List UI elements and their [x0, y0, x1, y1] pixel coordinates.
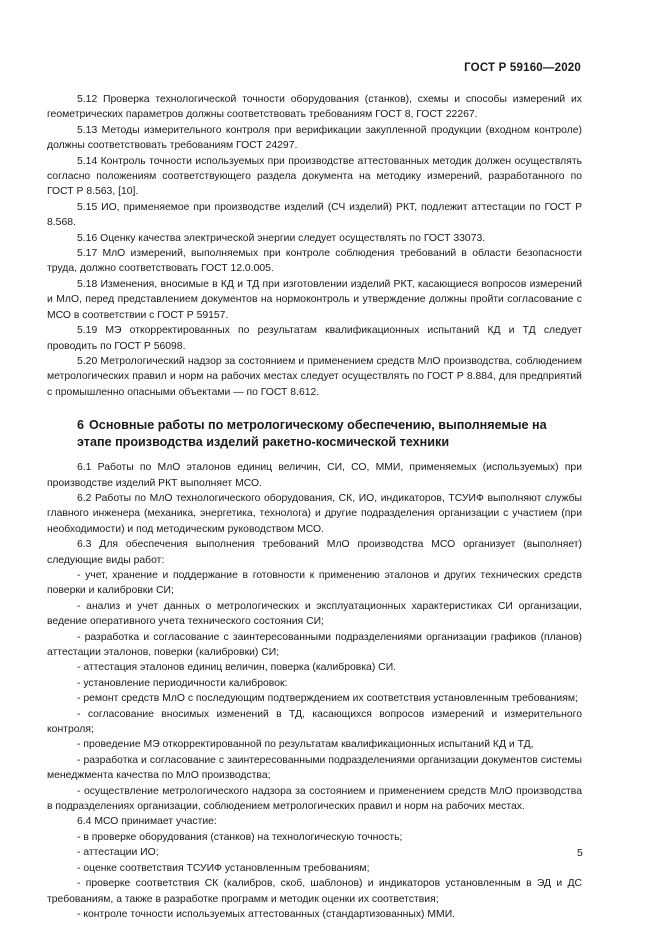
clause-5-16: 5.16 Оценку качества электрической энергии следует осуществлять по ГОСТ 33073. [77, 232, 486, 244]
clause-5-13: 5.13 Методы измерительного контроля при верификации закупленной продукции (входном контроле) должны соответствовать требованиям ГОСТ 24297. [47, 124, 582, 152]
section-6-items [47, 460, 582, 922]
page-number: 5 [577, 848, 583, 859]
clause-5-14: 5.14 Контроль точности используемых при производстве аттестованных методик должен осуществлять согласно положениям соответствующего раздела документа на методику измерений, разработанного по ГОСТ Р 8.563, [10]. [47, 155, 582, 198]
document-code: ГОСТ Р 59160—2020 [464, 62, 581, 74]
list-item: - оценке соответствия ТСУИФ установленным требованиям; [77, 862, 370, 874]
list-item: - осуществление метрологического надзора за состоянием и применением средств МлО производства в подразделениях организации, соблюдением метрологических правил и норм на рабочих местах. [47, 785, 582, 813]
clause-5-15: 5.15 ИО, применяемое при производстве изделий (СЧ изделий) РКТ, подлежит аттестации по ГОСТ Р 8.568. [47, 201, 582, 229]
section-5-items [47, 92, 582, 400]
list-item: - аттестация эталонов единиц величин, поверка (калибровка) СИ. [77, 662, 397, 674]
list-item: - контроле точности используемых аттестованных (стандартизованных) ММИ. [77, 908, 456, 920]
list-item: - в проверке оборудования (станков) на технологическую точность; [77, 831, 403, 843]
section-6-title: Основные работы по метрологическому обеспечению, выполняемые на этапе производства изделий ракетно-космической техники [77, 418, 547, 449]
list-item: - согласование вносимых изменений в ТД, касающихся вопросов измерений и измерительного контроля; [47, 708, 582, 736]
clause-6-4: 6.4 МСО принимает участие: [77, 816, 217, 828]
list-item: - проверке соответствия СК (калибров, скоб, шаблонов) и индикаторов установленным в ЭД и ДС требованиям, а также в разработке программ и методик оценки их соответствия; [47, 878, 582, 905]
section-6-heading [47, 417, 582, 450]
list-item: - учет, хранение и поддержание в готовности к применению эталонов и других технических средств поверки и калибровки СИ; [47, 569, 582, 597]
clause-5-12: 5.12 Проверка технологической точности оборудования (станков), схемы и способы измерений их геометрических параметров должны соответствовать требованиям ГОСТ 8, ГОСТ 22267. [47, 94, 582, 121]
list-item: - установление периодичности калибровок: [77, 677, 288, 689]
list-item: - аттестации ИО; [77, 847, 159, 859]
document-body [47, 92, 582, 922]
clause-5-18: 5.18 Изменения, вносимые в КД и ТД при изготовлении изделий РКТ, касающиеся вопросов измерений и МлО, перед представлением документов на нормоконтроль и утверждение должны пройти согласование с МСО в соответствии с ГОСТ Р 59157. [47, 278, 582, 321]
clause-5-17: 5.17 МлО измерений, выполняемых при контроле соблюдения требований в области безопасности труда, должно соответствовать ГОСТ 12.0.005. [47, 248, 582, 275]
list-item: - разработка и согласование с заинтересованными подразделениями организации документов системы менеджмента качества по МлО производства; [47, 754, 582, 782]
clause-5-20: 5.20 Метрологический надзор за состоянием и применением средств МлО производства, соблюдением метрологических правил и норм на рабочих местах следует осуществлять по ГОСТ Р 8.884, для предприятий с промышленно опасными объектами — по ГОСТ 8.612. [47, 355, 582, 398]
clause-6-3: 6.3 Для обеспечения выполнения требований МлО производства МСО организует (выполняет) следующие виды работ: [47, 539, 582, 566]
list-item: - анализ и учет данных о метрологических и эксплуатационных характеристиках СИ организации, ведение оперативного учета технического состояния СИ; [47, 600, 582, 628]
list-item: - проведение МЭ откорректированной по результатам квалификационных испытаний КД и ТД, [77, 739, 534, 751]
section-6-number: 6 [77, 418, 85, 433]
clause-6-1: 6.1 Работы по МлО эталонов единиц величин, СИ, СО, ММИ, применяемых (используемых) при производстве изделий РКТ выполняет МСО. [47, 462, 582, 489]
list-item: - разработка и согласование с заинтересованными подразделениями организации графиков (планов) аттестации эталонов, поверки (калибровки) СИ; [47, 631, 582, 658]
clause-6-2: 6.2 Работы по МлО технологического оборудования, СК, ИО, индикаторов, ТСУИФ выполняют службы главного инженера (механика, энергетика, технолога) и другие подразделения организации с участием (при необходимости) и под методическим руководством МСО. [47, 492, 582, 535]
clause-5-19: 5.19 МЭ откорректированных по результатам квалификационных испытаний КД и ТД следует проводить по ГОСТ Р 56098. [47, 325, 582, 352]
list-item: - ремонт средств МлО с последующим подтверждением их соответствия установленным требованиям; [77, 693, 578, 705]
